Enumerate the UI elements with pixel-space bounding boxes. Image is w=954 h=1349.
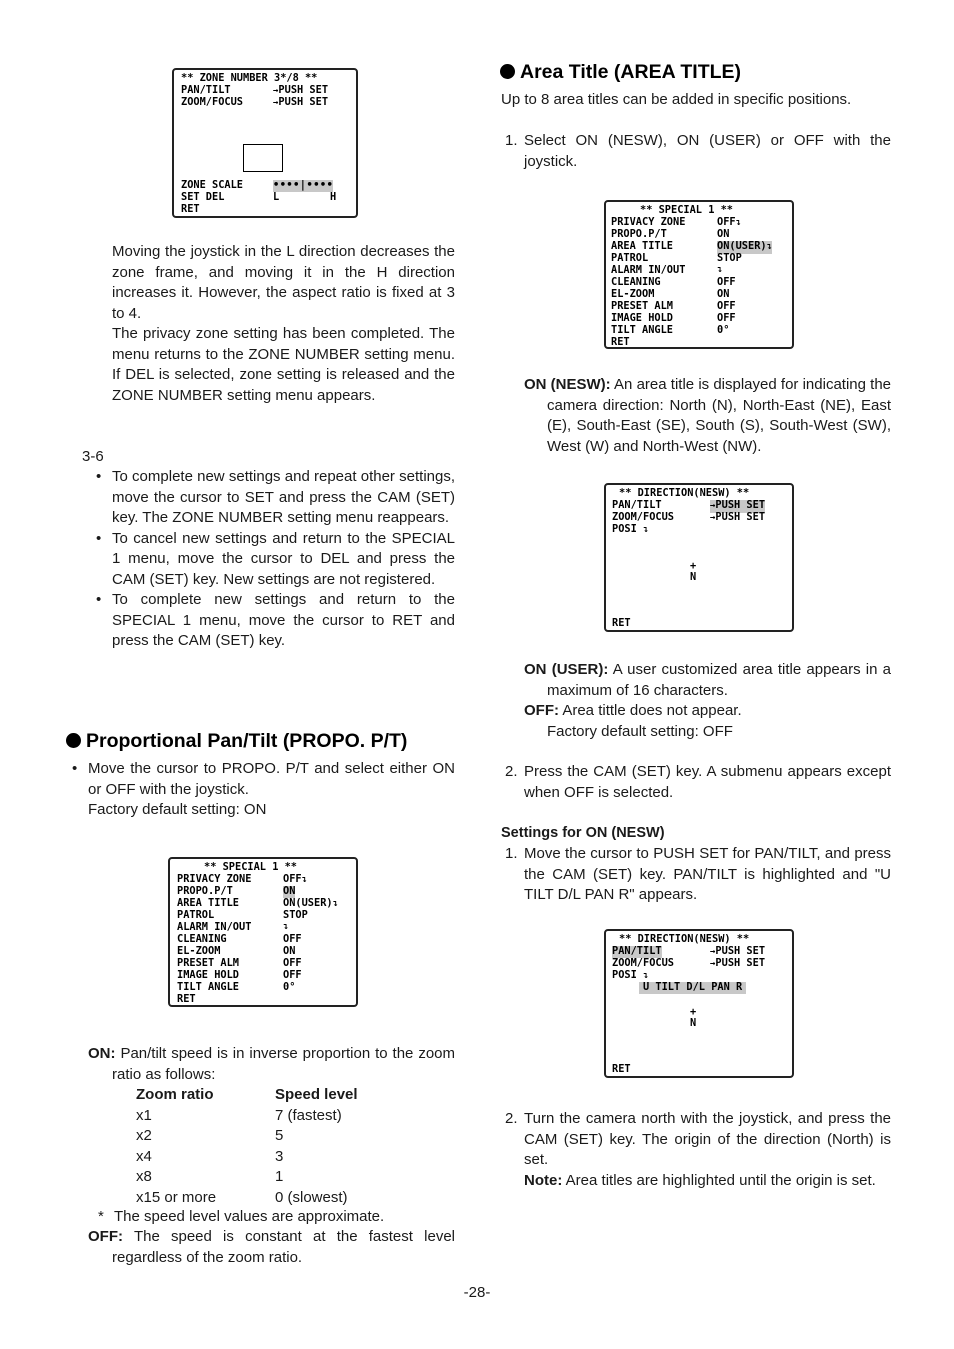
list-item: • To complete new settings and repeat other settings, move the cursor to SET and press the CAM (SET) key. The ZONE NUMBER setting menu reappears. [96,468,455,526]
note [524,1171,891,1192]
menu-row-value: OFF [717,300,736,312]
north-marker: N [690,571,697,583]
table-cell: 3 [275,1147,284,1165]
arrow-right-icon: → [273,98,279,108]
submenu-arrow-icon: ↴ [643,971,649,981]
menu-row-value: ON [717,288,730,300]
user-label: ON (USER): [524,661,609,678]
menu-row-label: TILT ANGLE [611,324,673,336]
menu-row-label: CLEANING [611,276,661,288]
menu-row-label: CLEANING [177,933,227,945]
table-row [136,1106,358,1127]
submenu-arrow-icon: ↴ [332,899,339,909]
menu-title: ** SPECIAL 1 ** [640,204,733,216]
on-text: Pan/tilt speed is in inverse proportion to the zoom ratio as follows: [112,1045,456,1083]
menu-row-value: OFF [717,276,736,288]
menu-row-value: ON [283,945,296,957]
list-item: • To cancel new settings and return to the SPECIAL 1 menu, move the cursor to DEL and press the CAM (SET) key. New settings are not registered. [96,529,455,588]
submenu-arrow-icon: ↴ [301,875,308,885]
arrow-right-icon: → [710,959,716,969]
menu-row-label: IMAGE HOLD [611,312,673,324]
arrow-right-icon: → [710,501,716,511]
table-header: Zoom ratio [136,1086,214,1103]
table-cell: x4 [136,1147,152,1165]
table-cell: 7 (fastest) [275,1106,342,1124]
bullet-icon: • [96,591,102,608]
off-label: OFF: [524,702,559,719]
privacy-complete-paragraph: The privacy zone setting has been completed. The menu returns to the ZONE NUMBER setting menu. If DEL is selected, zone setting is released and the ZONE NUMBER setting menu appears. [112,325,455,404]
tilt-pan-hint: U TILT D/L PAN R [639,982,746,994]
speed-table [136,1085,358,1208]
menu-row-value: ON [717,228,730,240]
table-cell: 0 (slowest) [275,1188,348,1206]
menu-row-value-selected: →PUSH SET [710,499,766,511]
menu-row-label: EL-ZOOM [177,945,221,957]
step-number: 1. [505,132,518,149]
area-title-intro: Up to 8 area titles can be added in specific positions. [501,91,852,108]
submenu-arrow-icon: ↴ [717,265,723,275]
menu-row-label: ZOOM/FOCUS [181,96,243,108]
menu-ret: RET [612,617,631,629]
section-heading-area-title: Area Title (AREA TITLE) [500,60,741,84]
menu-row-value: OFF↴ [717,216,742,228]
footnote [98,1207,384,1228]
menu-row-label: ALARM IN/OUT [611,264,686,276]
page-number: -28- [463,1284,491,1301]
menu-row-value-selected: ON(USER)↴ [717,240,773,252]
table-cell: 5 [275,1127,284,1144]
menu-row-label: AREA TITLE [611,240,673,252]
footnote-mark: * [98,1208,104,1225]
menu-ret: RET [612,1063,631,1075]
off-text: The speed is constant at the fastest level regardless of the zoom ratio. [112,1228,455,1266]
bullet-icon: • [96,529,102,547]
crosshair-plus: + [690,1006,697,1018]
menu-row-value-selected: ON [283,885,296,897]
zone-scale-bar: ••••|•••• [273,179,334,191]
direction-menu [604,483,794,632]
on-user-description [524,660,891,701]
settings-heading: Settings for ON (NESW) [501,825,665,841]
menu-row-value: OFF [717,312,736,324]
menu-row-value: OFF↴ [283,873,308,885]
table-cell: x8 [136,1168,152,1185]
bullet-dot-icon [500,64,515,79]
north-marker: N [690,1017,697,1029]
menu-row-label: POSI ↴ [612,969,649,981]
menu-row-label: PATROL [611,252,649,264]
menu-row-label: PRESET ALM [611,300,673,312]
bullet-list [96,467,455,652]
menu-row-label: PAN/TILT [612,499,662,511]
menu-row-label-selected: PAN/TILT [612,945,662,957]
menu-row-value: 0° [717,324,730,336]
arrow-right-icon: → [710,513,716,523]
menu-row-label: AREA TITLE [177,897,239,909]
menu-row-value: →PUSH SET [710,945,766,957]
menu-row-value: STOP [717,252,742,264]
bullet-dot-icon [66,733,81,748]
zone-frame [243,144,283,172]
nesw-text: An area title is displayed for indicating the camera direction: North (N), North-East (NE), East (E), South-East (SE), South (S), South-West (SW), West (W) and North-West (NW). [547,376,892,455]
step-number: 3-6 [82,448,104,465]
menu-row-label: POSI ↴ [612,523,649,535]
direction-menu-highlighted [604,929,794,1078]
factory-default-text: Factory default setting: OFF [547,723,733,740]
table-row [136,1147,358,1168]
menu-row-value: ON(USER)↴ [283,897,339,909]
menu-row-label: PRIVACY ZONE [177,873,252,885]
menu-row-value: →PUSH SET [710,957,766,969]
special1-menu-left [168,857,358,1007]
menu-row-label: PRESET ALM [177,957,239,969]
bullet-icon: • [96,468,102,485]
table-cell: x1 [136,1106,152,1124]
menu-title: ** SPECIAL 1 ** [204,861,297,873]
submenu-arrow-icon: ↴ [766,242,773,252]
note-text: Area titles are highlighted until the origin is set. [565,1171,876,1189]
menu-row-value: →PUSH SET [710,511,766,523]
step-number: 1. [505,845,518,862]
on-description [88,1044,455,1085]
scale-h-label: H [330,191,337,203]
arrow-right-icon: → [273,86,279,96]
step-number: 2. [505,1110,518,1127]
menu-row-label: PATROL [177,909,215,921]
menu-row-label: EL-ZOOM [611,288,655,300]
menu-ret: RET [177,993,196,1005]
step-1: 1. Select ON (NESW), ON (USER) or OFF with the joystick. [505,132,891,170]
off-text: Area tittle does not appear. [562,702,742,719]
crosshair-plus: + [690,560,697,572]
scale-l-label: L [273,191,280,203]
off-area-description [524,701,891,722]
step-number: 2. [505,763,518,780]
table-cell: x15 or more [136,1188,217,1206]
menu-row-value: OFF [283,969,302,981]
menu-row-label: PRIVACY ZONE [611,216,686,228]
menu-row-label: IMAGE HOLD [177,969,239,981]
step-2: 2. Press the CAM (SET) key. A submenu appears except when OFF is selected. [505,763,891,801]
menu-row-label: ZONE SCALE [181,179,243,191]
menu-row-label: SET DEL [181,191,225,203]
menu-row-label: PROPO.P/T [611,228,667,240]
table-cell: x2 [136,1127,152,1144]
submenu-arrow-icon: ↴ [735,218,742,228]
note-label: Note: [524,1171,563,1189]
menu-row-label: ZOOM/FOCUS [612,511,674,523]
on-label: ON: [88,1045,116,1062]
menu-row-label: ZOOM/FOCUS [612,957,674,969]
table-header: Speed level [275,1086,358,1103]
on-nesw-description [524,375,891,457]
menu-ret: RET [181,203,200,215]
zone-scale-paragraph: Moving the joystick in the L direction decreases the zone frame, and moving it in the H direction increases it. However, the aspect ratio is fixed at 3 to 4. [112,243,455,322]
user-text: A user customized area title appears in a maximum of 16 characters. [547,661,892,699]
submenu-arrow-icon: ↴ [643,525,649,535]
menu-row-value: →PUSH SET [273,84,329,96]
menu-row-value: STOP [283,909,308,921]
nesw-label: ON (NESW): [524,376,611,393]
bullet-icon: • [72,760,78,777]
menu-row-label: TILT ANGLE [177,981,239,993]
footnote-text: The speed level values are approximate. [114,1208,385,1225]
factory-default-text: Factory default setting: ON [88,801,267,818]
menu-title: ** DIRECTION(NESW) ** [619,933,750,945]
arrow-right-icon: → [710,947,716,957]
menu-title: ** DIRECTION(NESW) ** [619,487,750,499]
zone-number-menu [172,68,358,218]
menu-title: ** ZONE NUMBER 3*/8 ** [181,72,318,84]
table-header-row [136,1085,358,1106]
table-cell: 1 [275,1168,284,1185]
menu-row-value: →PUSH SET [273,96,329,108]
propo-bullet: • Move the cursor to PROPO. P/T and select either ON or OFF with the joystick. Factory default setting: ON [72,759,455,821]
menu-row-value: OFF [283,957,302,969]
table-row [136,1167,358,1188]
menu-row-label: ALARM IN/OUT [177,921,252,933]
list-item: • To complete new settings and return to the SPECIAL 1 menu, move the cursor to RET and press the CAM (SET) key. [96,591,455,649]
table-row [136,1188,358,1209]
menu-row-value: 0° [283,981,296,993]
settings-step-1: 1. Move the cursor to PUSH SET for PAN/TILT, and press the CAM (SET) key. PAN/TILT is highlighted and "U TILT D/L PAN R" appears. [505,845,891,903]
menu-ret: RET [611,336,630,348]
off-description [88,1227,455,1268]
table-row [136,1126,358,1147]
special1-menu-right [604,200,794,349]
settings-step-2: 2. Turn the camera north with the joystick, and press the CAM (SET) key. The origin of the direction (North) is set. Note: Area titles are highlighted until the origin is set. [505,1109,891,1191]
submenu-arrow-icon: ↴ [283,922,289,932]
menu-row-label: PROPO.P/T [177,885,233,897]
menu-row-label: PAN/TILT [181,84,231,96]
section-heading-propo: Proportional Pan/Tilt (PROPO. P/T) [66,729,407,753]
menu-row-value: OFF [283,933,302,945]
off-label: OFF: [88,1228,123,1245]
